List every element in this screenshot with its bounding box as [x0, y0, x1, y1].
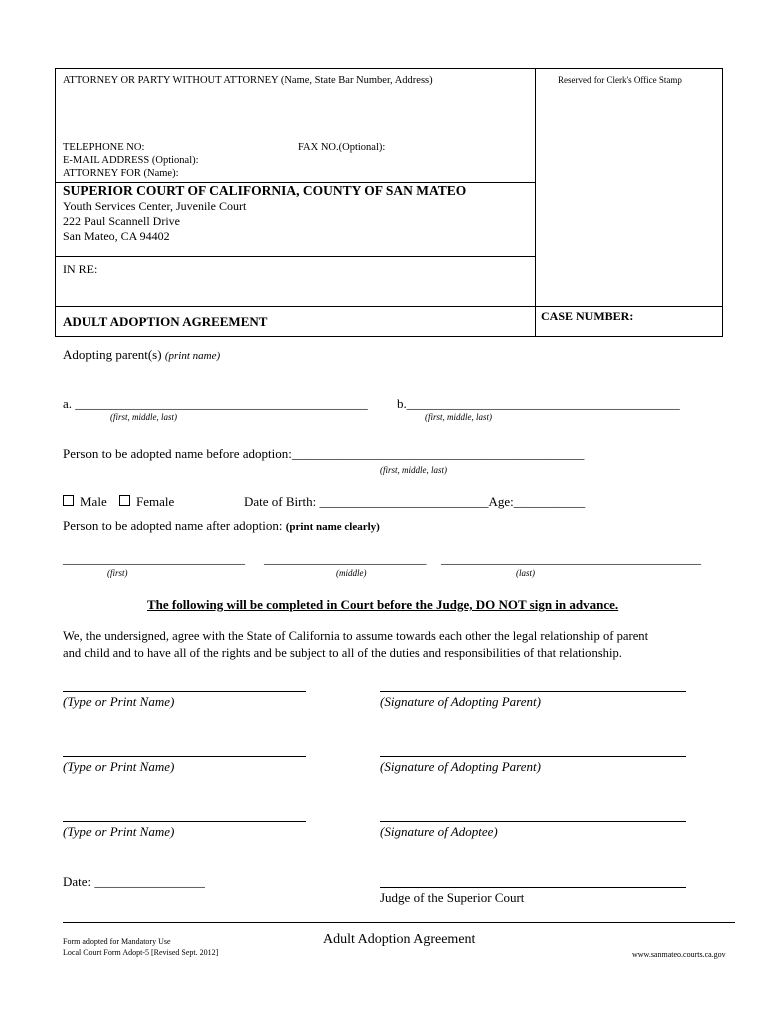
first-name-field[interactable]: ____________________________: [63, 551, 245, 566]
telephone-label: TELEPHONE NO:: [63, 142, 145, 153]
judge-signature-line[interactable]: [380, 887, 686, 888]
clerk-stamp-box: [535, 68, 723, 337]
in-re-box: [55, 256, 536, 307]
date-field[interactable]: Date: _________________: [63, 874, 205, 889]
type-print-name-3: (Type or Print Name): [63, 824, 175, 839]
footer-mandatory: Form adopted for Mandatory Use: [63, 937, 171, 946]
name-after-text: Person to be adopted name after adoption:: [63, 518, 283, 533]
last-hint: (last): [516, 568, 535, 578]
name-after-adoption-label: [63, 518, 380, 534]
male-label: Male: [80, 494, 107, 509]
female-checkbox[interactable]: [119, 495, 130, 506]
signature-line-3[interactable]: [380, 821, 686, 822]
print-name-hint: (print name): [164, 350, 221, 362]
print-clearly-hint: (print name clearly): [285, 521, 380, 533]
parent-a-field[interactable]: a. _____________________________________________: [63, 396, 368, 411]
signature-line-1[interactable]: [380, 691, 686, 692]
court-address-line-2: 222 Paul Scannell Drive: [63, 214, 180, 228]
parent-a-hint: (first, middle, last): [110, 412, 177, 422]
last-name-field[interactable]: ________________________________________: [441, 551, 701, 566]
signature-adopting-parent-1: (Signature of Adopting Parent): [380, 694, 541, 709]
first-hint: (first): [107, 568, 128, 578]
footer-website: www.sanmateo.courts.ca.gov: [632, 950, 726, 959]
judge-label: Judge of the Superior Court: [380, 890, 525, 905]
male-option[interactable]: [63, 494, 107, 510]
form-title: ADULT ADOPTION AGREEMENT: [63, 314, 268, 329]
middle-name-field[interactable]: _________________________: [264, 551, 427, 566]
adopting-parents-label: [63, 347, 220, 363]
adopting-parents-text: Adopting parent(s): [63, 347, 162, 362]
attorney-for-label: ATTORNEY FOR (Name):: [63, 168, 179, 179]
in-re-label: IN RE:: [63, 262, 98, 276]
name-before-adoption-field[interactable]: Person to be adopted name before adoption:_____________________________________________: [63, 446, 585, 461]
attorney-label: ATTORNEY OR PARTY WITHOUT ATTORNEY (Name, State Bar Number, Address): [63, 75, 433, 86]
footer-divider: [63, 922, 735, 923]
name-line-1[interactable]: [63, 691, 306, 692]
middle-hint: (middle): [336, 568, 367, 578]
footer-title: Adult Adoption Agreement: [323, 932, 476, 947]
court-address-line-1: Youth Services Center, Juvenile Court: [63, 199, 247, 213]
dob-age-field[interactable]: Date of Birth: __________________________Age:___________: [244, 494, 586, 509]
name-before-hint: (first, middle, last): [380, 465, 447, 475]
signature-line-2[interactable]: [380, 756, 686, 757]
female-label: Female: [136, 494, 175, 509]
female-option[interactable]: [119, 494, 174, 510]
type-print-name-1: (Type or Print Name): [63, 694, 175, 709]
agreement-line-1: We, the undersigned, agree with the State of California to assume towards each other the legal relationship of parent: [63, 629, 649, 643]
parent-b-hint: (first, middle, last): [425, 412, 492, 422]
parent-b-field[interactable]: b.__________________________________________: [397, 396, 680, 411]
signature-adoptee: (Signature of Adoptee): [380, 824, 498, 839]
court-name: SUPERIOR COURT OF CALIFORNIA, COUNTY OF SAN MATEO: [63, 183, 467, 198]
type-print-name-2: (Type or Print Name): [63, 759, 175, 774]
clerk-stamp-label: Reserved for Clerk's Office Stamp: [558, 75, 682, 85]
name-line-3[interactable]: [63, 821, 306, 822]
fax-label: FAX NO.(Optional):: [298, 142, 386, 153]
email-label: E-MAIL ADDRESS (Optional):: [63, 155, 199, 166]
footer-local-form: Local Court Form Adopt-5 [Revised Sept. 2012]: [63, 948, 219, 957]
case-number-label: CASE NUMBER:: [541, 309, 634, 323]
court-notice: The following will be completed in Court before the Judge, DO NOT sign in advance.: [147, 597, 619, 612]
male-checkbox[interactable]: [63, 495, 74, 506]
court-address-line-3: San Mateo, CA 94402: [63, 229, 170, 243]
signature-adopting-parent-2: (Signature of Adopting Parent): [380, 759, 541, 774]
name-line-2[interactable]: [63, 756, 306, 757]
agreement-line-2: and child and to have all of the rights and be subject to all of the duties and responsibilities of that relationship.: [63, 646, 622, 660]
